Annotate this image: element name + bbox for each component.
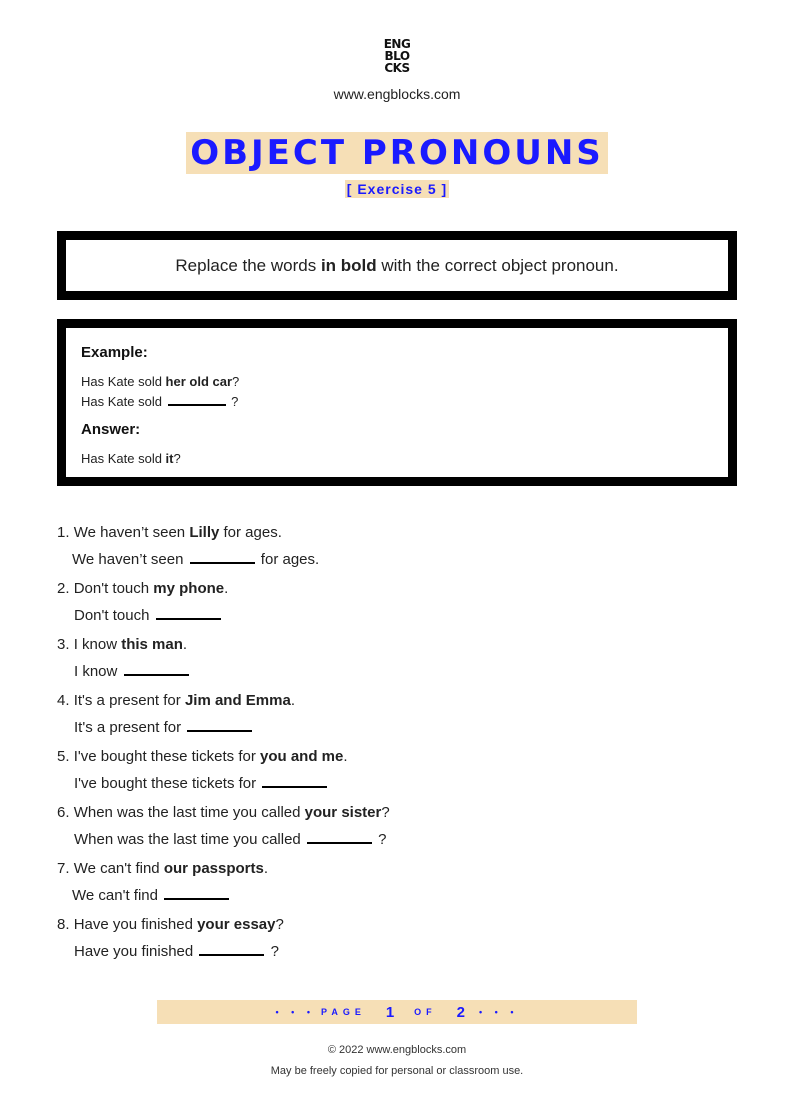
logo-line-1: ENG: [383, 37, 411, 51]
answer-blank[interactable]: [156, 617, 221, 620]
answer-line: It's a present for: [57, 718, 737, 738]
question-item: [57, 579, 737, 626]
instruction-text: Replace the words in bold with the correct object pronoun.: [175, 255, 619, 275]
question-item: [57, 635, 737, 682]
footer-copyright: © 2022 www.engblocks.com: [327, 1044, 467, 1056]
logo-line-3: CKS: [384, 61, 410, 75]
question-sentence: 2. Don't touch my phone.: [57, 580, 229, 597]
question-sentence: 5. I've bought these tickets for you and me.: [57, 748, 348, 765]
answer-blank[interactable]: [262, 785, 327, 788]
answer-blank[interactable]: [164, 897, 229, 900]
question-sentence: 6. When was the last time you called your sister?: [57, 804, 390, 821]
logo-line-2: BLO: [384, 49, 410, 63]
answer-line: I've bought these tickets for: [57, 774, 737, 794]
site-url[interactable]: www.engblocks.com: [333, 86, 461, 102]
question-item: [57, 691, 737, 738]
answer-blank[interactable]: [187, 729, 252, 732]
dots-right: • • •: [479, 1007, 519, 1017]
instruction-box: [57, 231, 737, 300]
answer-blank[interactable]: [124, 673, 189, 676]
question-sentence: 1. We haven’t seen Lilly for ages.: [57, 524, 282, 541]
answer-line: Don't touch: [57, 606, 737, 626]
example-blank: [168, 403, 226, 406]
example-sentence: Has Kate sold her old car?: [81, 374, 240, 389]
answer-line: Have you finished ?: [74, 943, 279, 960]
example-gap-sentence: Has Kate sold ?: [81, 394, 239, 409]
question-list: [57, 523, 737, 971]
answer-line: I know: [57, 662, 737, 682]
of-label: OF: [414, 1007, 437, 1017]
answer-line: When was the last time you called ?: [74, 831, 387, 848]
question-sentence: 3. I know this man.: [57, 636, 188, 653]
page-label: PAGE: [320, 1007, 366, 1017]
answer-line: We can't find: [57, 886, 737, 906]
answer-blank[interactable]: [190, 561, 255, 564]
total-pages: 2: [456, 1003, 466, 1021]
question-item: [57, 523, 737, 570]
question-sentence: 7. We can't find our passports.: [57, 860, 269, 877]
question-item: [57, 747, 737, 794]
answer-blank[interactable]: [199, 953, 264, 956]
question-item: [57, 859, 737, 906]
question-item: [57, 803, 737, 850]
example-box: [57, 319, 737, 486]
worksheet-title: OBJECT PRONOUNS: [186, 132, 608, 174]
answer-heading: Answer:: [81, 421, 141, 438]
current-page: 1: [385, 1003, 395, 1021]
answer-blank[interactable]: [307, 841, 372, 844]
exercise-subtitle: [ Exercise 5 ]: [346, 181, 448, 197]
question-sentence: 8. Have you finished your essay?: [57, 916, 284, 933]
example-heading: Example:: [81, 344, 148, 361]
answer-sentence: Has Kate sold it?: [81, 451, 181, 466]
question-sentence: 4. It's a present for Jim and Emma.: [57, 692, 295, 709]
page-indicator: [157, 1000, 637, 1024]
answer-line: We haven’t seen for ages.: [72, 551, 320, 568]
dots-left: • • •: [275, 1007, 315, 1017]
question-item: [57, 915, 737, 962]
footer-rights: May be freely copied for personal or classroom use.: [270, 1065, 524, 1077]
engblocks-logo: [0, 38, 794, 74]
